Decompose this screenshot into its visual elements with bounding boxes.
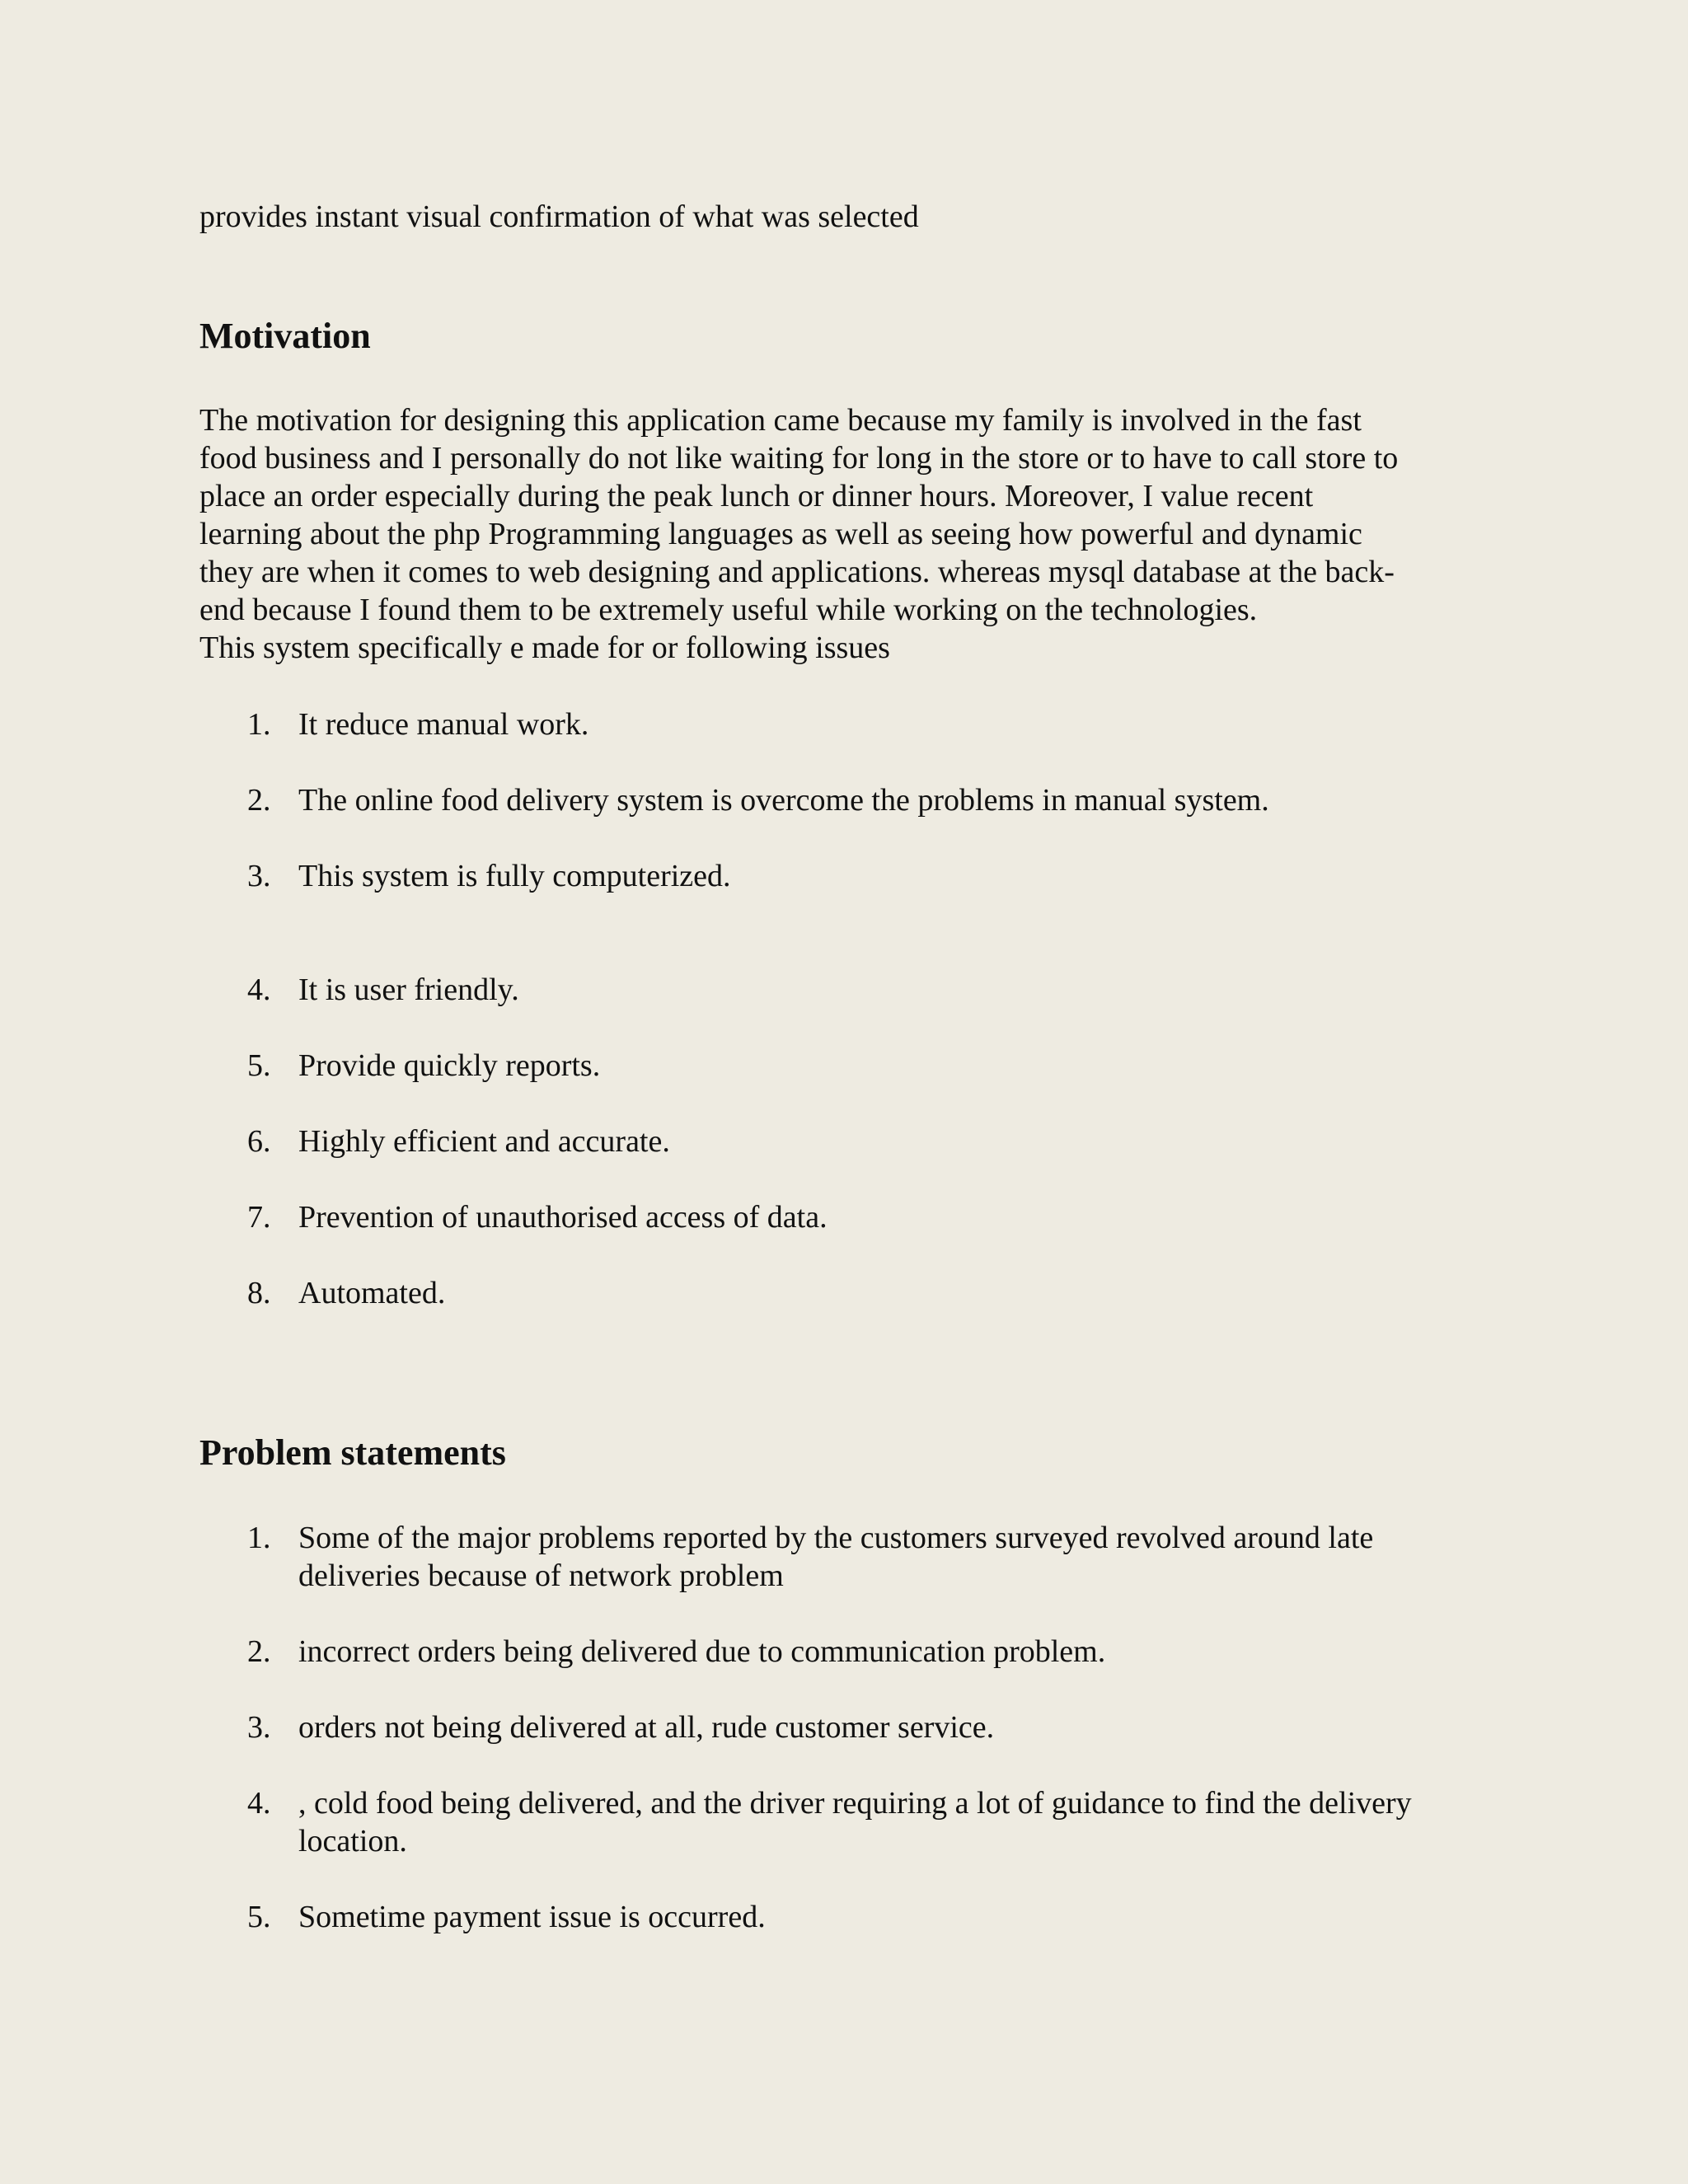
list-text: It is user friendly.: [298, 972, 519, 1007]
motivation-line: they are when it comes to web designing and applications. whereas mysql database at the back-: [199, 555, 1395, 589]
list-number: 2.: [247, 783, 271, 818]
intro-line: provides instant visual confirmation of what was selected: [199, 199, 919, 234]
list-text-line: Sometime payment issue is occurred.: [298, 1900, 766, 1934]
list-text: The online food delivery system is overcome the problems in manual system.: [298, 783, 1269, 818]
motivation-line: end because I found them to be extremely useful while working on the technologies.: [199, 593, 1258, 627]
list-text: [298, 1898, 1518, 1936]
list-number: 1.: [247, 1521, 271, 1555]
list-text: [298, 1519, 1518, 1595]
list-number: 4.: [247, 1786, 271, 1821]
list-number: 6.: [247, 1124, 271, 1159]
problem-statements-heading: Problem statements: [199, 1432, 506, 1473]
list-number: 7.: [247, 1200, 271, 1235]
motivation-line: food business and I personally do not like waiting for long in the store or to have to call store to: [199, 441, 1399, 476]
list-text: [298, 1784, 1518, 1860]
list-text: It reduce manual work.: [298, 707, 589, 742]
list-text-line: incorrect orders being delivered due to communication problem.: [298, 1634, 1106, 1669]
list-text-line: deliveries because of network problem: [298, 1558, 784, 1593]
list-number: 5.: [247, 1048, 271, 1083]
motivation-line: The motivation for designing this application came because my family is involved in the fast: [199, 403, 1362, 438]
motivation-line: This system specifically e made for or following issues: [199, 630, 890, 665]
list-number: 5.: [247, 1900, 271, 1934]
list-number: 1.: [247, 707, 271, 742]
motivation-line: place an order especially during the peak lunch or dinner hours. Moreover, I value recent: [199, 479, 1314, 513]
list-text: Highly efficient and accurate.: [298, 1124, 670, 1159]
list-text-line: location.: [298, 1824, 407, 1858]
list-number: 4.: [247, 972, 271, 1007]
list-text: This system is fully computerized.: [298, 859, 731, 893]
list-text: [298, 1708, 1518, 1746]
motivation-line: learning about the php Programming languages as well as seeing how powerful and dynamic: [199, 517, 1362, 551]
list-text: Automated.: [298, 1276, 446, 1310]
motivation-heading: Motivation: [199, 316, 371, 356]
list-text: Provide quickly reports.: [298, 1048, 601, 1083]
list-text: Prevention of unauthorised access of data.: [298, 1200, 828, 1235]
list-text-line: orders not being delivered at all, rude customer service.: [298, 1710, 995, 1745]
list-number: 8.: [247, 1276, 271, 1310]
list-text-line: Some of the major problems reported by the customers surveyed revolved around late: [298, 1521, 1374, 1555]
list-text-line: , cold food being delivered, and the driver requiring a lot of guidance to find the delivery: [298, 1786, 1412, 1821]
list-number: 3.: [247, 1710, 271, 1745]
list-number: 3.: [247, 859, 271, 893]
list-text: [298, 1633, 1518, 1671]
list-number: 2.: [247, 1634, 271, 1669]
motivation-paragraph: [199, 401, 1502, 667]
